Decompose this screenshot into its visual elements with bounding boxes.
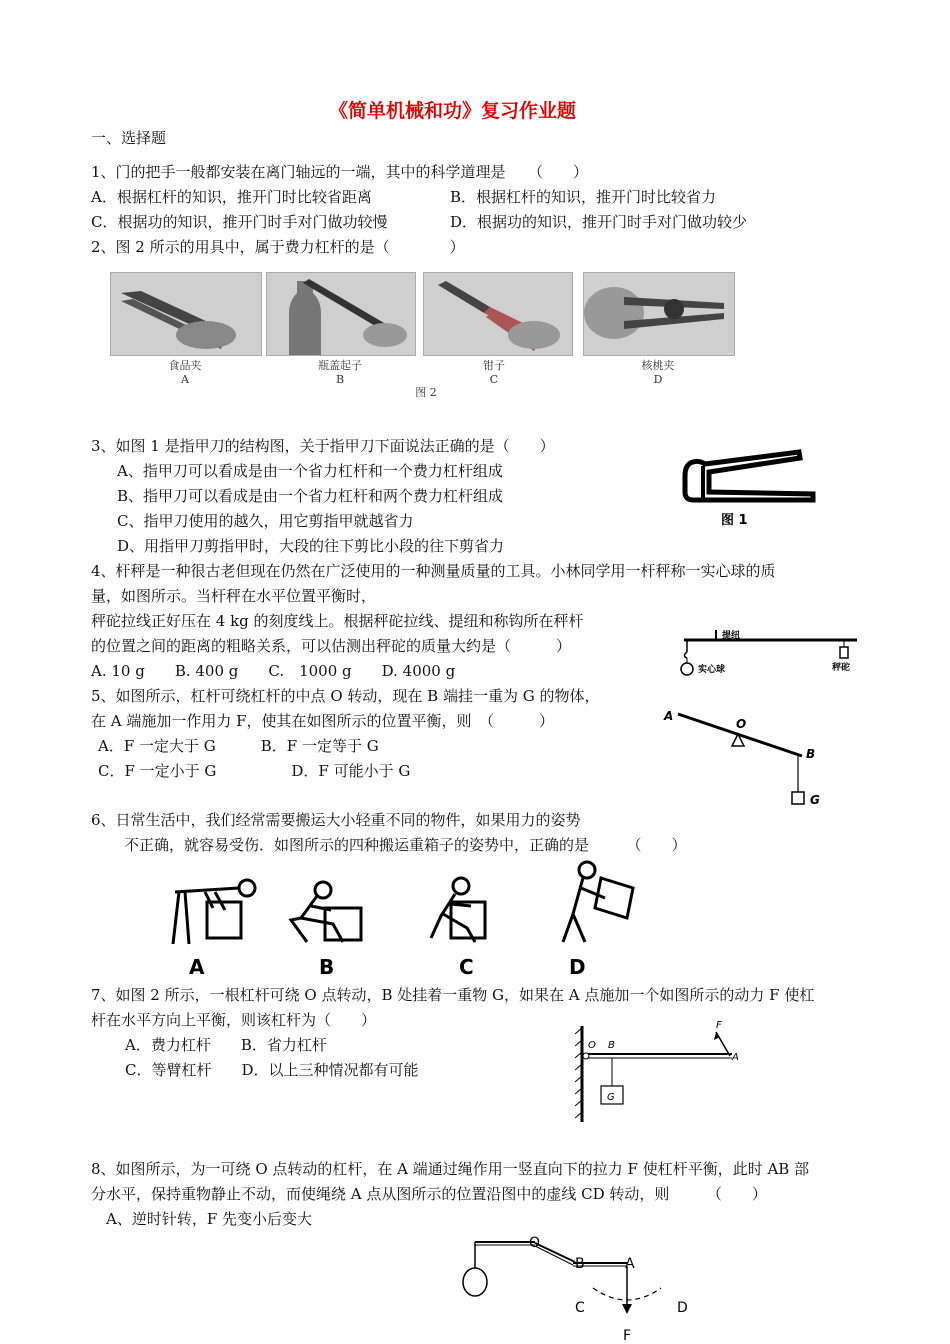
q3-option-a: A、指甲刀可以看成是由一个省力杠杆和一个费力杠杆组成 — [117, 462, 503, 480]
q4-line1: 4、杆秤是一种很古老但现在仍然在广泛使用的一种测量质量的工具。小林同学用一杆秤称一实心球的质 — [91, 562, 776, 580]
q3-option-b: B、指甲刀可以看成是由一个省力杠杆和两个费力杠杆组成 — [117, 487, 504, 505]
q8-label-f: F — [623, 1328, 632, 1344]
q5-label-a: A — [664, 709, 674, 723]
q5-label-o: O — [736, 717, 747, 731]
posture-d — [563, 862, 633, 942]
q8-label-o: O — [529, 1235, 541, 1251]
posture-c — [431, 878, 485, 942]
q8-label-a: A — [625, 1256, 635, 1272]
posture-a — [173, 880, 255, 944]
q5-label-g: G — [810, 793, 820, 807]
q7-label-a: A — [732, 1052, 739, 1063]
nail-clipper-diagram — [675, 446, 820, 531]
steelyard-weight — [840, 647, 848, 658]
pliers-photo — [423, 272, 573, 356]
q1-stem: 1、门的把手一般都安装在离门轴远的一端，其中的科学道理是 （ ） — [91, 163, 589, 181]
q4-options: A. 10 g B. 400 g C. 1000 g D. 4000 g — [91, 662, 456, 680]
q1-option-a: A．根据杠杆的知识，推开门时比较省距离 — [91, 188, 372, 206]
q2-item-d-letter: D — [653, 373, 663, 386]
q2-item-d-name: 核桃夹 — [641, 359, 675, 372]
q6-letter-b: B — [319, 955, 335, 979]
q3-figure-caption: 图 1 — [721, 513, 748, 528]
bottle-opener-photo — [266, 272, 416, 356]
rotating-lever-diagram — [455, 1228, 705, 1344]
q4-line2: 量，如图所示。当杆秤在水平位置平衡时， — [91, 587, 377, 605]
q4-line3: 秤砣拉线正好压在 4 kg 的刻度线上。根据秤砣拉线、提纽和称钩所在秤杆 — [91, 612, 584, 630]
q8-option-a: A、逆时针转，F 先变小后变大 — [106, 1210, 313, 1228]
q8-line2: 分水平，保持重物静止不动，而使绳绕 A 点从图所示的位置沿图中的虚线 CD 转动，则 （ ） — [91, 1185, 767, 1203]
solid-ball — [681, 663, 693, 675]
q1-option-b: B．根据杠杆的知识，推开门时比较省力 — [450, 188, 717, 206]
q5-label-b: B — [806, 747, 816, 761]
steelyard-weight-label: 秤砣 — [832, 663, 851, 673]
wall-lever-diagram — [572, 1016, 742, 1126]
q5-options-ab: A．F 一定大于 G B．F 一定等于 G — [98, 737, 379, 755]
q2-item-b-name: 瓶盖起子 — [318, 359, 362, 372]
inclined-lever-diagram — [660, 706, 835, 810]
q1-option-c: C．根据功的知识，推开门时手对门做功较慢 — [91, 213, 388, 231]
q2-item-b-letter: B — [335, 373, 345, 386]
q5-options-cd: C．F 一定小于 G D．F 可能小于 G — [98, 762, 411, 780]
q7-label-f: F — [716, 1020, 722, 1031]
q8-label-d: D — [677, 1300, 688, 1316]
q7-label-o: O — [588, 1040, 596, 1051]
q2-stem: 2、图 2 所示的用具中，属于费力杠杆的是（ ） — [91, 238, 465, 256]
q8-label-c: C — [575, 1300, 585, 1316]
food-tongs-photo — [110, 272, 262, 356]
q4-line4: 的位置之间的距离的粗略关系，可以估测出秤砣的质量大约是（ ） — [91, 637, 572, 655]
page-title: 《简单机械和功》复习作业题 — [329, 100, 577, 122]
steelyard-diagram — [672, 630, 867, 680]
q8-line1: 8、如图所示，为一可绕 O 点转动的杠杆，在 A 端通过绳作用一竖直向下的拉力 F 使杠杆平衡，此时 AB 部 — [91, 1160, 810, 1178]
q7-line2: 杆在水平方向上平衡，则该杠杆为（ ） — [91, 1011, 377, 1029]
q8-label-b: B — [575, 1256, 585, 1272]
q2-figure-caption: 图 2 — [415, 386, 437, 399]
q7-label-g: G — [607, 1092, 615, 1103]
q6-letter-d: D — [569, 955, 586, 979]
q6-line2: 不正确，就容易受伤．如图所示的四种搬运重箱子的姿势中，正确的是 （ ） — [124, 836, 687, 854]
steelyard-ball-label: 实心球 — [698, 665, 726, 675]
posture-b — [291, 882, 361, 942]
lifting-postures-figure — [155, 858, 645, 980]
section-heading: 一、选择题 — [91, 129, 167, 147]
q7-label-b: B — [608, 1040, 615, 1051]
q1-option-d: D．根据功的知识，推开门时手对门做功较少 — [450, 213, 748, 231]
walnut-cracker-photo — [583, 272, 735, 356]
q7-options-ab: A．费力杠杆 B．省力杠杆 — [125, 1036, 327, 1054]
q6-line1: 6、日常生活中，我们经常需要搬运大小轻重不同的物件，如果用力的姿势 — [91, 811, 581, 829]
steelyard-knob-label: 提纽 — [722, 631, 741, 641]
q2-item-a-letter: A — [181, 373, 189, 386]
q5-line1: 5、如图所示，杠杆可绕杠杆的中点 O 转动，现在 B 端挂一重为 G 的物体， — [91, 687, 600, 705]
q5-line2: 在 A 端施加一作用力 F，使其在如图所示的位置平衡，则 （ ） — [91, 712, 555, 730]
q3-option-d: D、用指甲刀剪指甲时，大段的往下剪比小段的往下剪省力 — [117, 537, 505, 555]
q3-stem: 3、如图 1 是指甲刀的结构图，关于指甲刀下面说法正确的是（ ） — [91, 437, 555, 455]
q7-line1: 7、如图 2 所示，一根杠杆可绕 O 点转动，B 处挂着一重物 G，如果在 A 点施加一个如图所示的动力 F 使杠 — [91, 986, 815, 1004]
q2-item-a-name: 食品夹 — [168, 359, 202, 372]
q6-letter-a: A — [189, 955, 205, 979]
q6-letter-c: C — [459, 955, 474, 979]
q2-item-c-name: 钳子 — [483, 359, 505, 372]
q2-item-c-letter: C — [489, 373, 499, 386]
q3-option-c: C、指甲刀使用的越久，用它剪指甲就越省力 — [117, 512, 414, 530]
q7-options-cd: C．等臂杠杆 D．以上三种情况都有可能 — [125, 1061, 419, 1079]
